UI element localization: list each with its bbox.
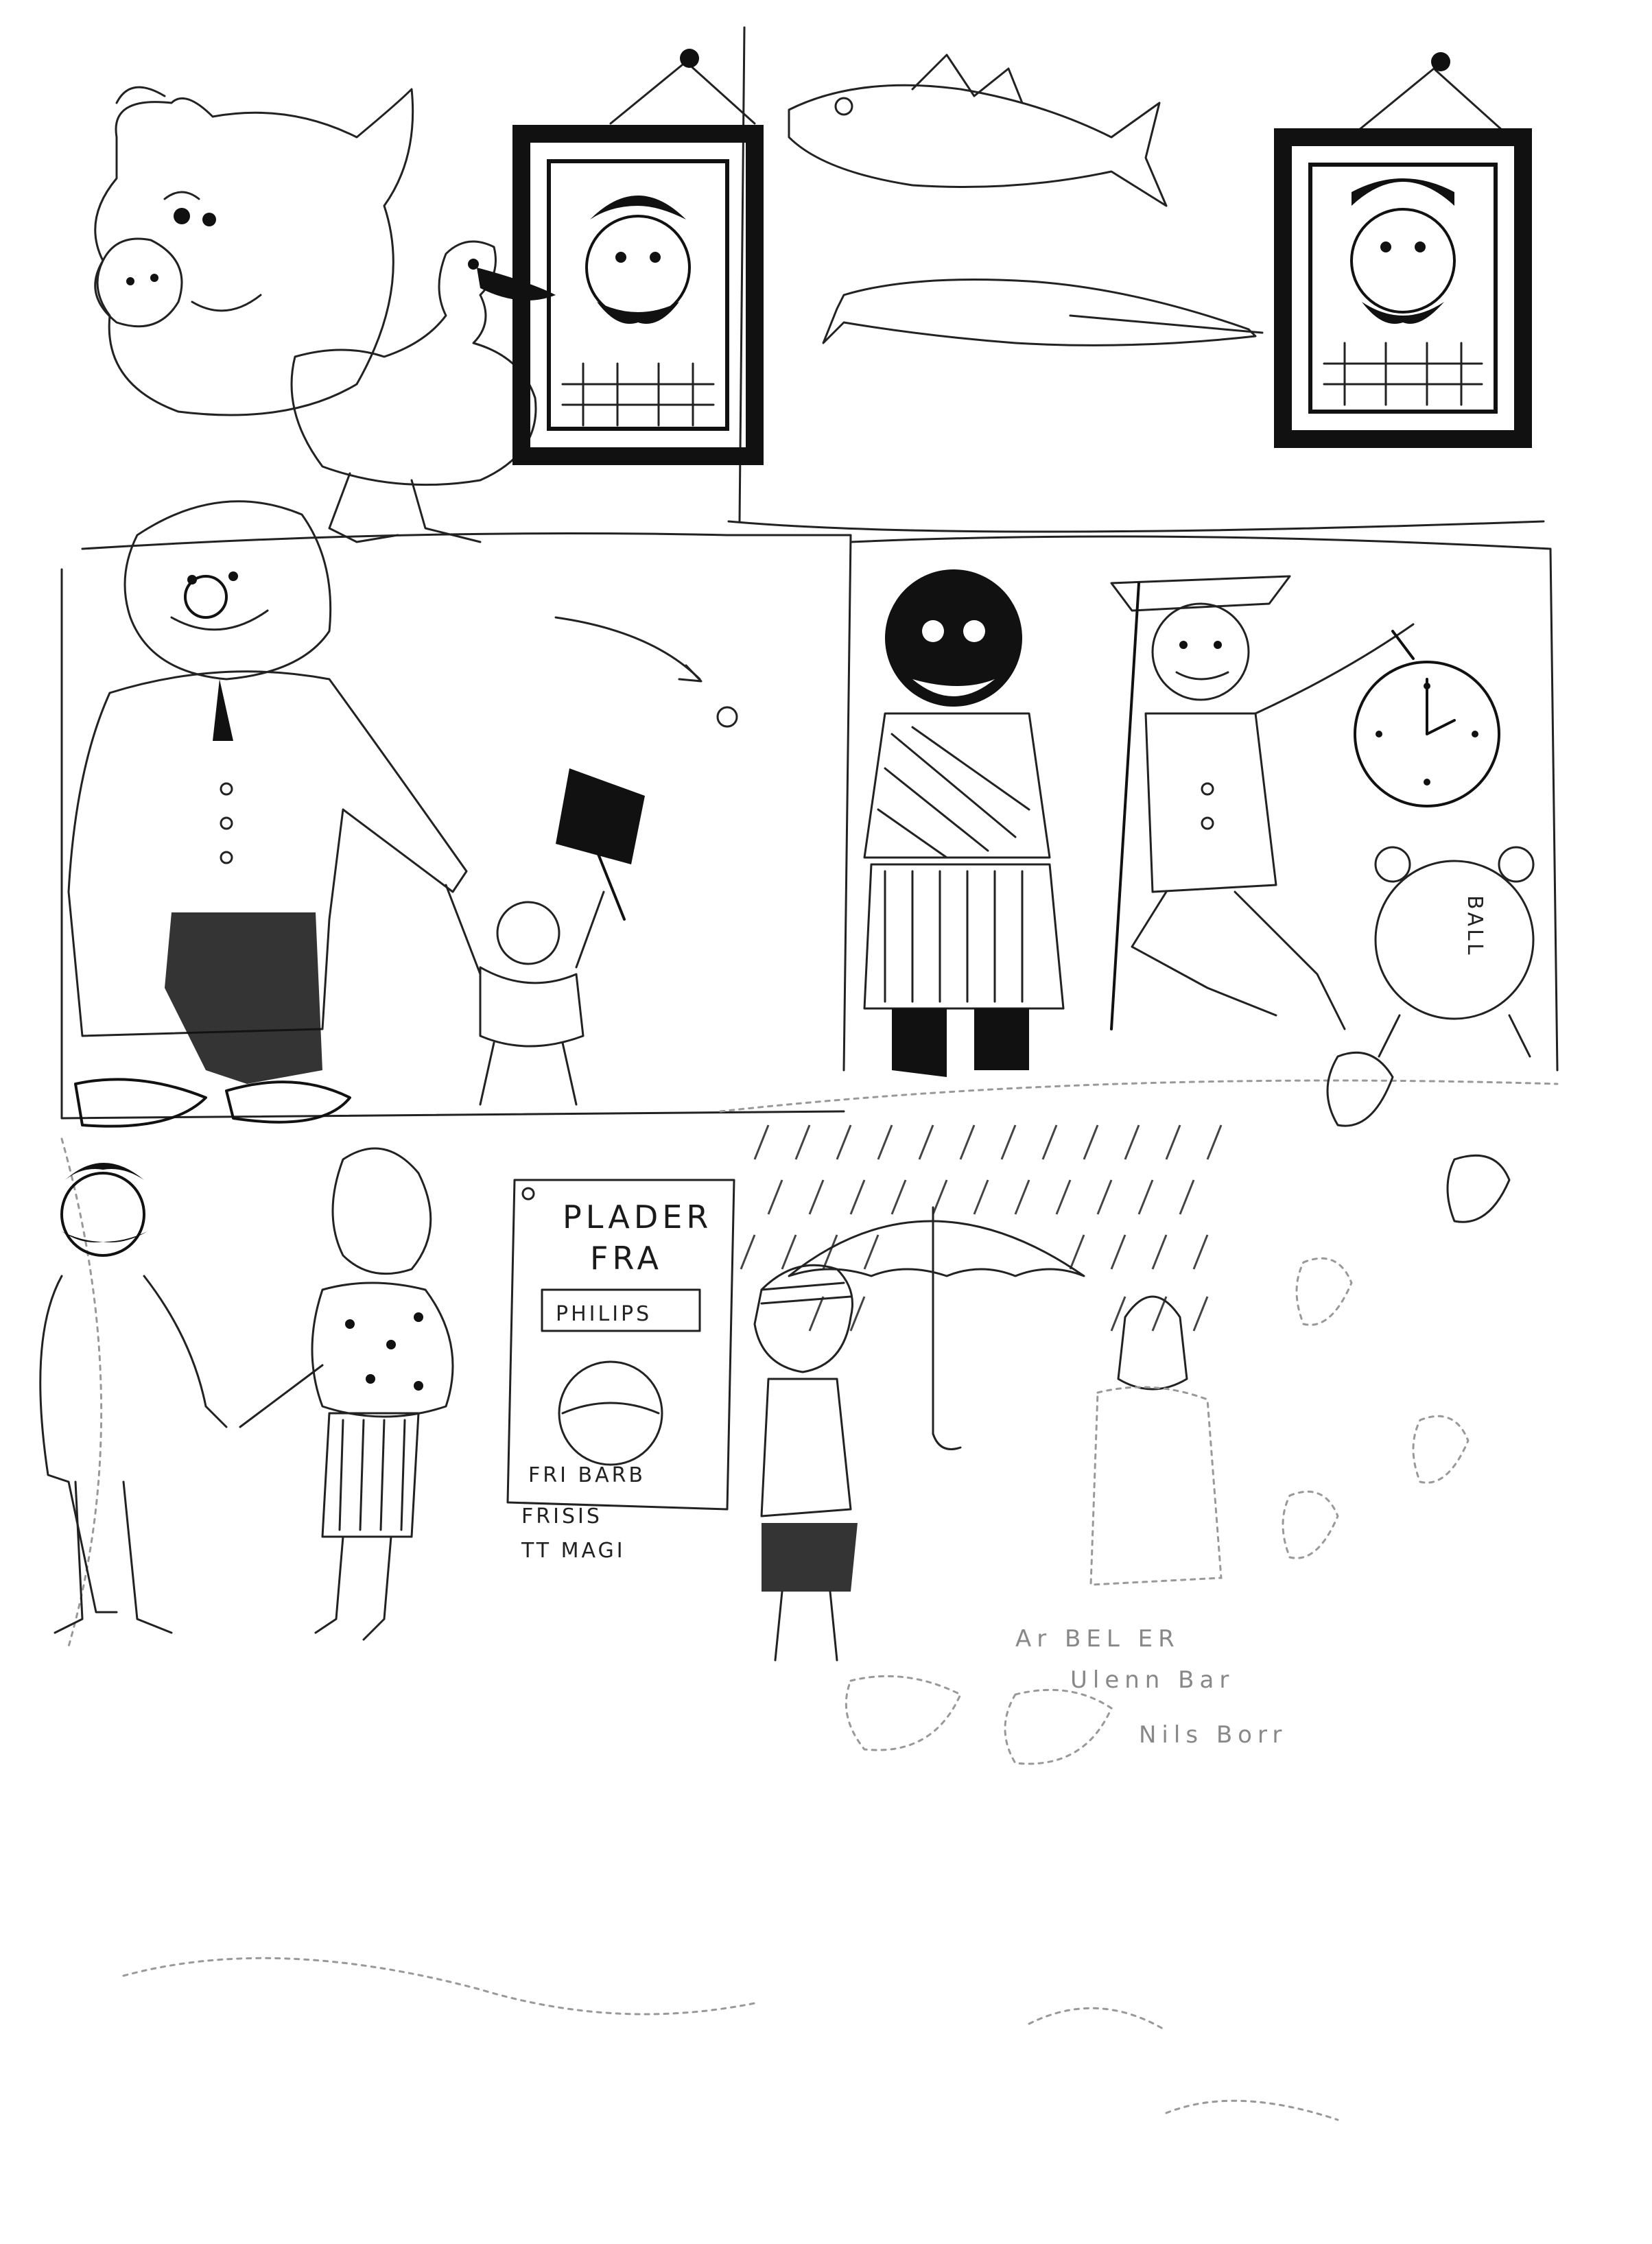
poster-line1: PLADER (563, 1198, 713, 1236)
poster-logo: PHILIPS (556, 1302, 652, 1326)
signature-line2: Ulenn Bar (1070, 1666, 1235, 1694)
pig-head (95, 87, 413, 415)
alarm-clock-black (1355, 631, 1499, 806)
fish-upper (789, 55, 1166, 206)
fish-lower (823, 280, 1262, 346)
woman-in-rain (1091, 1297, 1221, 1585)
poster-sign (508, 1180, 734, 1563)
poster-bottom1: FRI BARB (528, 1463, 646, 1487)
woman-polka-dot (240, 1148, 453, 1640)
clock-face-text: BALL (1463, 895, 1487, 958)
sailor-figure (1111, 576, 1413, 1029)
poster-bottom2: FRISIS (521, 1504, 602, 1528)
poster-bottom3: TT MAGI (521, 1539, 626, 1563)
portrait-frame-right (1283, 52, 1523, 439)
child-in-rain (755, 1265, 858, 1660)
alarm-clock-white (1376, 847, 1533, 1056)
portrait-frame-left (521, 49, 755, 456)
grass-skirt-figure (864, 569, 1063, 1077)
small-child (446, 768, 645, 1105)
signature-line1: Ar BEL ER (1015, 1625, 1180, 1653)
panel-borders (62, 27, 1557, 1646)
mustached-man (40, 1163, 226, 1633)
poster-line2: FRA (590, 1240, 663, 1277)
faint-signature (1015, 1625, 1287, 1749)
signature-line3: Nils Borr (1139, 1721, 1288, 1749)
